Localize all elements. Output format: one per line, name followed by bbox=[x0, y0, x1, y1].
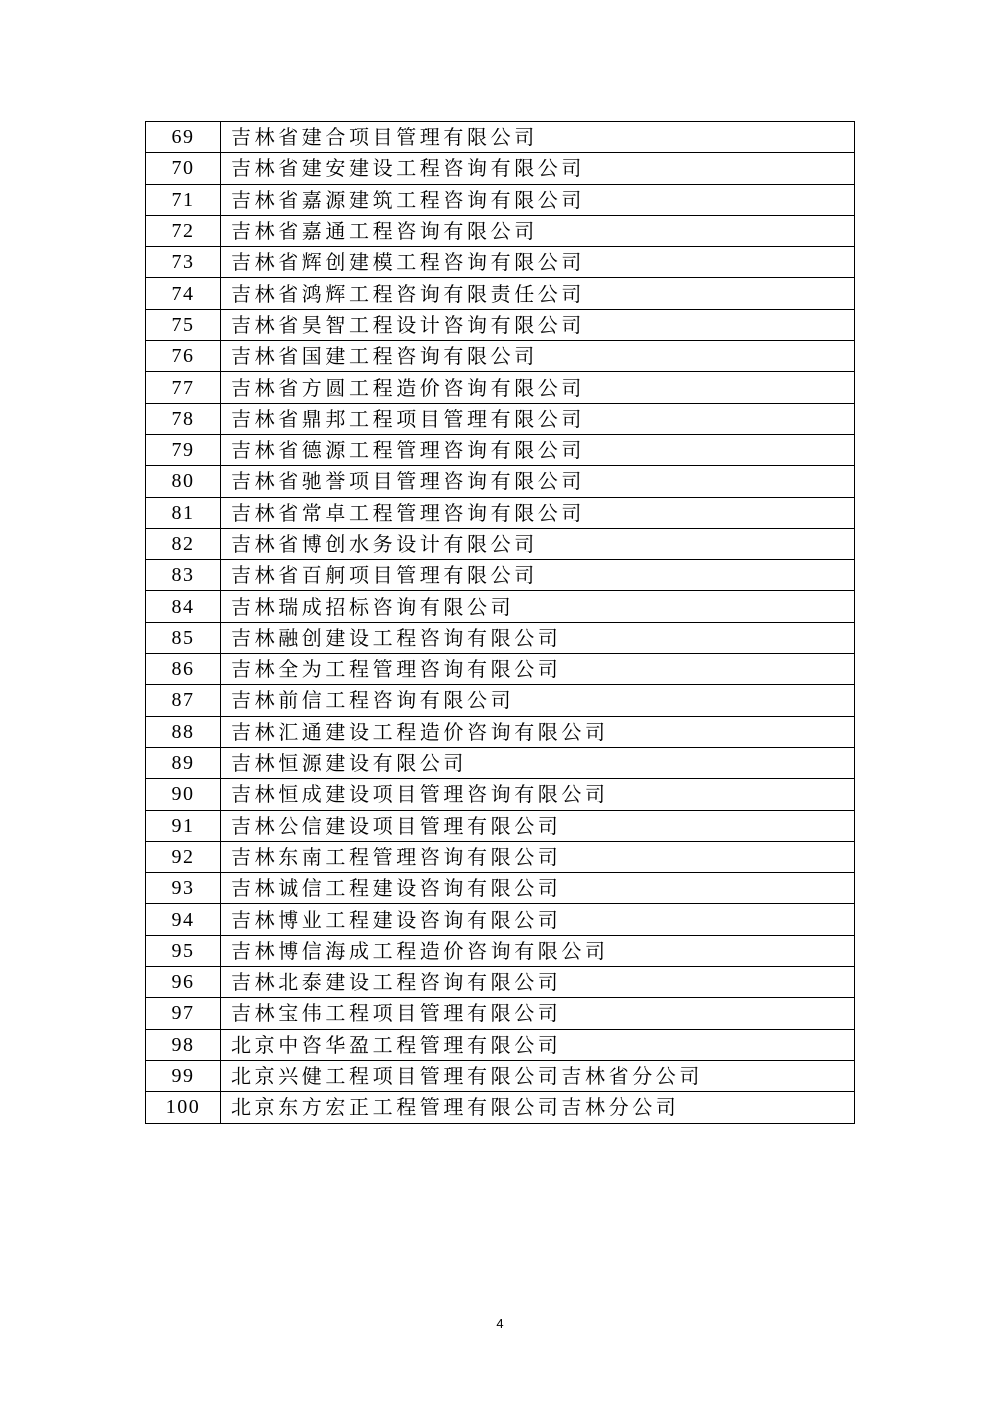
company-name-cell: 吉林省鼎邦工程项目管理有限公司 bbox=[221, 403, 855, 434]
row-number-cell: 94 bbox=[146, 904, 221, 935]
company-name-cell: 吉林省鸿辉工程咨询有限责任公司 bbox=[221, 278, 855, 309]
company-name-cell: 吉林省百舸项目管理有限公司 bbox=[221, 560, 855, 591]
company-name-cell: 吉林前信工程咨询有限公司 bbox=[221, 685, 855, 716]
row-number-cell: 97 bbox=[146, 998, 221, 1029]
row-number-cell: 76 bbox=[146, 341, 221, 372]
table-row bbox=[146, 967, 855, 998]
company-name-cell: 吉林省建安建设工程咨询有限公司 bbox=[221, 153, 855, 184]
table-row bbox=[146, 560, 855, 591]
row-number-cell: 88 bbox=[146, 716, 221, 747]
table-row bbox=[146, 247, 855, 278]
table-row bbox=[146, 215, 855, 246]
row-number-cell: 100 bbox=[146, 1092, 221, 1123]
table-row bbox=[146, 810, 855, 841]
row-number-cell: 74 bbox=[146, 278, 221, 309]
table-row bbox=[146, 685, 855, 716]
company-name-cell: 北京中咨华盈工程管理有限公司 bbox=[221, 1029, 855, 1060]
row-number-cell: 95 bbox=[146, 935, 221, 966]
page-number: 4 bbox=[496, 1316, 504, 1331]
company-name-cell: 吉林省常卓工程管理咨询有限公司 bbox=[221, 497, 855, 528]
company-name-cell: 吉林汇通建设工程造价咨询有限公司 bbox=[221, 716, 855, 747]
table-row bbox=[146, 779, 855, 810]
company-name-cell: 吉林省国建工程咨询有限公司 bbox=[221, 341, 855, 372]
company-name-cell: 北京东方宏正工程管理有限公司吉林分公司 bbox=[221, 1092, 855, 1123]
table-row bbox=[146, 153, 855, 184]
company-name-cell: 吉林融创建设工程咨询有限公司 bbox=[221, 622, 855, 653]
table-row bbox=[146, 278, 855, 309]
row-number-cell: 79 bbox=[146, 434, 221, 465]
row-number-cell: 85 bbox=[146, 622, 221, 653]
table-row bbox=[146, 372, 855, 403]
row-number-cell: 99 bbox=[146, 1060, 221, 1091]
row-number-cell: 70 bbox=[146, 153, 221, 184]
company-name-cell: 吉林省建合项目管理有限公司 bbox=[221, 122, 855, 153]
company-name-cell: 吉林省嘉通工程咨询有限公司 bbox=[221, 215, 855, 246]
row-number-cell: 96 bbox=[146, 967, 221, 998]
company-name-cell: 吉林东南工程管理咨询有限公司 bbox=[221, 841, 855, 872]
row-number-cell: 90 bbox=[146, 779, 221, 810]
table-row bbox=[146, 341, 855, 372]
row-number-cell: 77 bbox=[146, 372, 221, 403]
company-list-table bbox=[145, 121, 855, 1124]
company-name-cell: 吉林全为工程管理咨询有限公司 bbox=[221, 654, 855, 685]
company-name-cell: 北京兴健工程项目管理有限公司吉林省分公司 bbox=[221, 1060, 855, 1091]
company-name-cell: 吉林省博创水务设计有限公司 bbox=[221, 528, 855, 559]
table-row bbox=[146, 309, 855, 340]
company-name-cell: 吉林恒成建设项目管理咨询有限公司 bbox=[221, 779, 855, 810]
table-row bbox=[146, 434, 855, 465]
row-number-cell: 73 bbox=[146, 247, 221, 278]
company-name-cell: 吉林省方圆工程造价咨询有限公司 bbox=[221, 372, 855, 403]
row-number-cell: 98 bbox=[146, 1029, 221, 1060]
company-name-cell: 吉林公信建设项目管理有限公司 bbox=[221, 810, 855, 841]
table-row bbox=[146, 528, 855, 559]
table-row bbox=[146, 466, 855, 497]
row-number-cell: 71 bbox=[146, 184, 221, 215]
table-row bbox=[146, 1029, 855, 1060]
row-number-cell: 89 bbox=[146, 747, 221, 778]
table-row bbox=[146, 904, 855, 935]
table-row bbox=[146, 403, 855, 434]
row-number-cell: 82 bbox=[146, 528, 221, 559]
company-name-cell: 吉林诚信工程建设咨询有限公司 bbox=[221, 873, 855, 904]
row-number-cell: 72 bbox=[146, 215, 221, 246]
row-number-cell: 91 bbox=[146, 810, 221, 841]
row-number-cell: 92 bbox=[146, 841, 221, 872]
company-name-cell: 吉林恒源建设有限公司 bbox=[221, 747, 855, 778]
row-number-cell: 81 bbox=[146, 497, 221, 528]
row-number-cell: 78 bbox=[146, 403, 221, 434]
company-name-cell: 吉林省德源工程管理咨询有限公司 bbox=[221, 434, 855, 465]
company-name-cell: 吉林博业工程建设咨询有限公司 bbox=[221, 904, 855, 935]
company-name-cell: 吉林瑞成招标咨询有限公司 bbox=[221, 591, 855, 622]
table-row bbox=[146, 591, 855, 622]
table-row bbox=[146, 184, 855, 215]
table-row bbox=[146, 935, 855, 966]
table-row bbox=[146, 1060, 855, 1091]
table-row bbox=[146, 841, 855, 872]
table-row bbox=[146, 654, 855, 685]
row-number-cell: 86 bbox=[146, 654, 221, 685]
row-number-cell: 83 bbox=[146, 560, 221, 591]
company-name-cell: 吉林省嘉源建筑工程咨询有限公司 bbox=[221, 184, 855, 215]
table-row bbox=[146, 747, 855, 778]
company-name-cell: 吉林博信海成工程造价咨询有限公司 bbox=[221, 935, 855, 966]
table-row bbox=[146, 716, 855, 747]
table-row bbox=[146, 1092, 855, 1123]
row-number-cell: 84 bbox=[146, 591, 221, 622]
company-name-cell: 吉林省辉创建模工程咨询有限公司 bbox=[221, 247, 855, 278]
row-number-cell: 69 bbox=[146, 122, 221, 153]
table-row bbox=[146, 873, 855, 904]
table-row bbox=[146, 622, 855, 653]
table-row bbox=[146, 497, 855, 528]
company-name-cell: 吉林省昊智工程设计咨询有限公司 bbox=[221, 309, 855, 340]
company-name-cell: 吉林省驰誉项目管理咨询有限公司 bbox=[221, 466, 855, 497]
table-row bbox=[146, 122, 855, 153]
row-number-cell: 80 bbox=[146, 466, 221, 497]
row-number-cell: 93 bbox=[146, 873, 221, 904]
row-number-cell: 75 bbox=[146, 309, 221, 340]
table-row bbox=[146, 998, 855, 1029]
row-number-cell: 87 bbox=[146, 685, 221, 716]
company-name-cell: 吉林北泰建设工程咨询有限公司 bbox=[221, 967, 855, 998]
company-name-cell: 吉林宝伟工程项目管理有限公司 bbox=[221, 998, 855, 1029]
company-list-body bbox=[146, 122, 855, 1124]
